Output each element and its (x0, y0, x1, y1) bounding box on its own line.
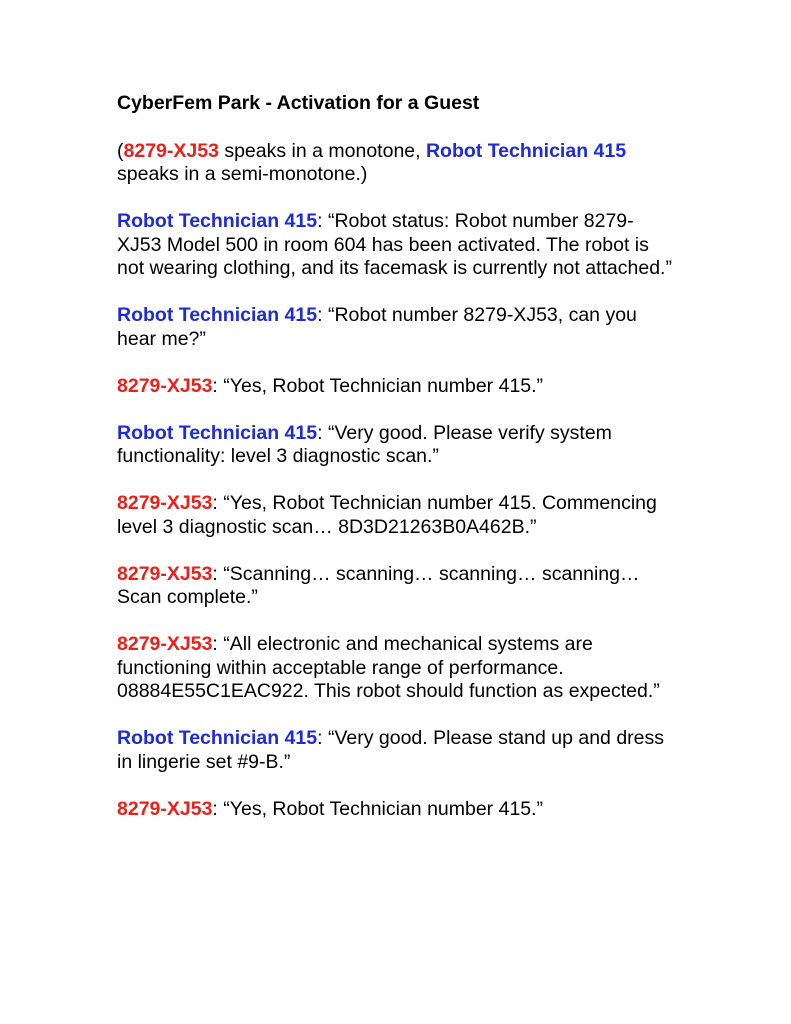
dialogue-text: “All electronic and mechanical systems are functioning within acceptable range of performance. 08884E55C1EAC922. This robot should function as expected.” (117, 633, 660, 702)
speaker-separator: : (212, 562, 224, 585)
speaker-separator: : (317, 210, 328, 232)
speaker-technician: Robot Technician 415 (117, 304, 318, 326)
speaker-separator: : (212, 374, 224, 397)
speaker-separator: : (317, 421, 328, 444)
speaker-robot: 8279-XJ53 (117, 633, 213, 655)
dialogue-line (117, 492, 677, 539)
speaker-separator: : (317, 727, 328, 749)
speaker-robot: 8279-XJ53 (117, 492, 213, 514)
dialogue-line (117, 375, 677, 399)
dialogue-text: “Yes, Robot Technician number 415.” (223, 797, 544, 820)
speaker-technician: Robot Technician 415 (117, 421, 318, 444)
dialogue-line (117, 727, 677, 774)
dialogue-line (117, 563, 677, 610)
speaker-separator: : (317, 304, 328, 326)
dialogue-line (117, 422, 677, 469)
dialogue-text: “Very good. Please stand up and dress in lingerie set #9-B.” (117, 727, 665, 773)
dialogue-line (117, 304, 677, 351)
speaker-robot: 8279-XJ53 (117, 797, 213, 820)
dialogue-text: “Very good. Please verify system functionality: level 3 diagnostic scan.” (117, 421, 612, 467)
intro-mid: speaks in a monotone, (218, 139, 426, 162)
speaker-robot: 8279-XJ53 (117, 374, 213, 397)
intro-open: ( (117, 139, 124, 162)
intro-paragraph (117, 140, 677, 187)
speaker-robot: 8279-XJ53 (117, 562, 213, 585)
speaker-technician: Robot Technician 415 (117, 727, 318, 749)
dialogue-text: “Yes, Robot Technician number 415. Commencing level 3 diagnostic scan… 8D3D21263B0A462B.” (117, 492, 657, 538)
dialogue-line (117, 633, 677, 704)
dialogue-text: “Robot number 8279-XJ53, can you hear me?” (117, 304, 637, 350)
dialogue-text: “Yes, Robot Technician number 415.” (223, 374, 544, 397)
dialogue-text: “Robot status: Robot number 8279-XJ53 Model 500 in room 604 has been activated. The robot is not wearing clothing, and its facemask is currently not attached.” (117, 210, 672, 279)
intro-tail: speaks in a semi-monotone.) (117, 163, 368, 185)
dialogue-line (117, 210, 677, 281)
document-title: CyberFem Park - Activation for a Guest (117, 92, 480, 114)
dialogue-text: “Scanning… scanning… scanning… scanning… Scan complete.” (117, 562, 640, 608)
speaker-separator: : (212, 633, 224, 655)
speaker-separator: : (212, 797, 224, 820)
speaker-technician: Robot Technician 415 (425, 139, 627, 162)
script-content (117, 92, 677, 845)
speaker-robot: 8279-XJ53 (123, 139, 219, 162)
speaker-separator: : (212, 492, 224, 514)
dialogue-line (117, 798, 677, 822)
speaker-technician: Robot Technician 415 (117, 210, 318, 232)
